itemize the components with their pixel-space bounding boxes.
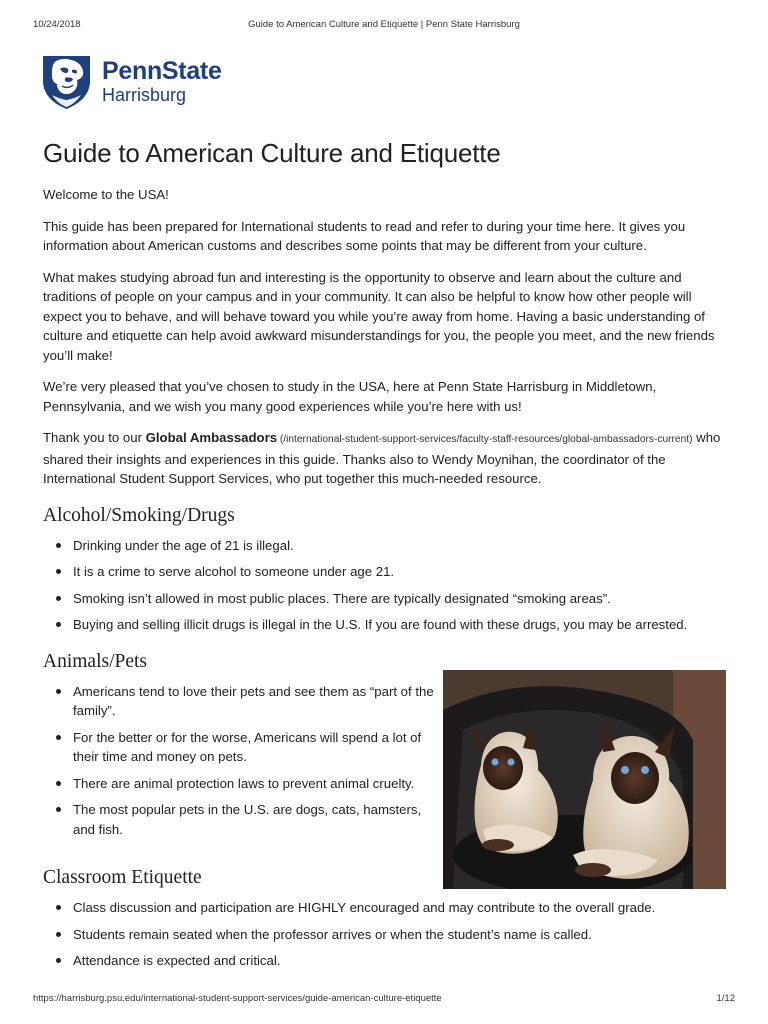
cats-photo [443, 670, 726, 889]
section-heading-alcohol: Alcohol/Smoking/Drugs [43, 504, 235, 526]
list-item: There are animal protection laws to prevent animal cruelty. [43, 774, 443, 794]
section-heading-classroom: Classroom Etiquette [43, 867, 202, 888]
pennstate-logo[interactable] [41, 52, 222, 110]
logo-wordmark: PennState [102, 56, 222, 85]
intro-welcome-harrisburg: We’re very pleased that you’ve chosen to study in the USA, here at Penn State Harrisburg in Middletown, Pennsylvania, and we wish you many good experiences while you’re here with us! [43, 379, 657, 414]
section-heading-animals: Animals/Pets [43, 650, 148, 672]
list-item: Drinking under the age of 21 is illegal. [43, 536, 729, 556]
thanks-paragraph [43, 428, 729, 489]
global-ambassadors-url: (/international-student-support-services/faculty-staff-resources/global-ambassadors-current) [277, 434, 693, 445]
list-item: Class discussion and participation are HIGHLY encouraged and may contribute to the overall grade. [43, 898, 729, 918]
intro-study-abroad: What makes studying abroad fun and interesting is the opportunity to observe and learn about the culture and traditions of people on your campus and in your community. It can also be helpful to know how other people will expect you to behave, and will behave toward you while you’re away from home. Having a basic understanding of culture and etiquette can help avoid awkward misunderstandings for you, the people you meet, and the new friends you’ll make! [43, 269, 715, 363]
list-animals [43, 682, 443, 840]
thanks-prefix: Thank you to our [43, 430, 146, 445]
thanks-suffix: who shared their insights and experiences in this guide. Thanks also to Wendy Moynihan, the coordinator of the International Student Support Services, who put together this much-needed resource. [43, 430, 721, 486]
list-item: The most popular pets in the U.S. are dogs, cats, hamsters, and fish. [43, 800, 443, 839]
print-url: https://harrisburg.psu.edu/international-student-support-services/guide-american-culture-etiquette [33, 993, 442, 1004]
page-title: Guide to American Culture and Etiquette [43, 138, 501, 168]
nittany-lion-shield-icon [41, 53, 92, 110]
animals-content [43, 682, 729, 840]
print-page-title: Guide to American Culture and Etiquette | Penn State Harrisburg [248, 19, 520, 30]
list-classroom [43, 898, 729, 971]
list-item: Buying and selling illicit drugs is illegal in the U.S. If you are found with these drugs, you may be arrested. [43, 615, 729, 635]
intro-welcome: Welcome to the USA! [43, 187, 169, 202]
page-number: 1/12 [716, 993, 735, 1004]
siamese-cats-image [443, 670, 726, 889]
print-date: 10/24/2018 [33, 19, 81, 30]
intro-purpose: This guide has been prepared for International students to read and refer to during your time here. It gives you information about American customs and describes some points that may be different from your culture. [43, 218, 686, 253]
list-item: It is a crime to serve alcohol to someone under age 21. [43, 562, 729, 582]
logo-campus: Harrisburg [102, 84, 187, 105]
list-item: Attendance is expected and critical. [43, 951, 729, 971]
list-item: For the better or for the worse, Americans will spend a lot of their time and money on pets. [43, 728, 443, 767]
list-item: Students remain seated when the professor arrives or when the student’s name is called. [43, 925, 729, 945]
main-content [43, 138, 729, 978]
print-header [0, 19, 768, 33]
list-alcohol [43, 536, 729, 635]
list-item: Americans tend to love their pets and see them as “part of the family”. [43, 682, 443, 721]
section-alcohol [43, 505, 729, 635]
list-item: Smoking isn’t allowed in most public places. There are typically designated “smoking areas”. [43, 589, 729, 609]
section-animals [43, 651, 729, 840]
global-ambassadors-link[interactable]: Global Ambassadors [145, 430, 278, 445]
